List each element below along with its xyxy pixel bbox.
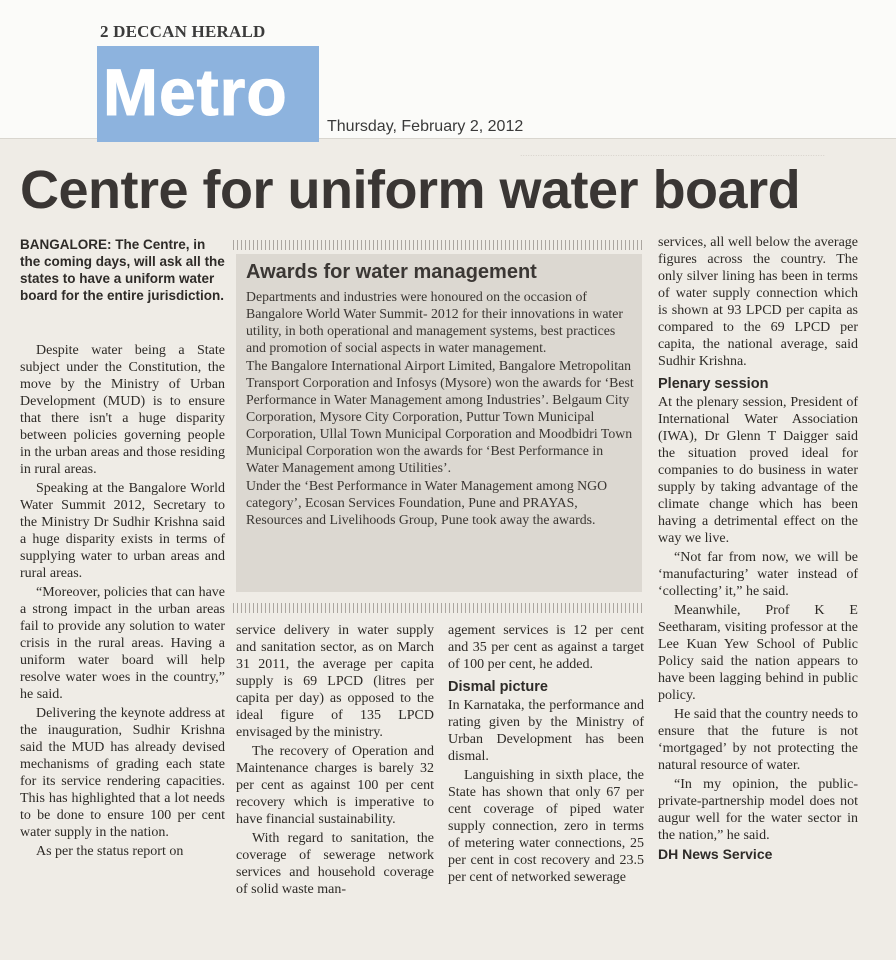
paragraph: “Moreover, policies that can have a strong impact in the urban areas fail to provide any solution to water crisis in the rural areas. Having a uniform water board will help resolve water woes in the country,” he said. [20,585,225,702]
decorative-rule [233,240,643,250]
byline: DH News Service [658,846,773,862]
decorative-rule [233,603,643,613]
paragraph: services, all well below the average figures across the country. The only silver lining has been in terms of water supply connection which is shown at 93 LPCD per capita as compared to the 69 LPCD per capita, the national average, said Sudhir Krishna. [658,235,858,369]
paragraph: agement services is 12 per cent and 35 per cent as against a target of 100 per cent, he added. [448,623,644,672]
issue-date: Thursday, February 2, 2012 [327,118,524,135]
paragraph: He said that the country needs to ensure that the future is not ‘mortgaged’ by not protecting the natural resource of water. [658,707,858,773]
sidebar-paragraph: The Bangalore International Airport Limited, Bangalore Metropolitan Transport Corporation and Infosys (Mysore) won the awards for ‘Best Performance in Water Management among Industries’. Belgaum City Corporation, Mysore City Corporation, Puttur Town Municipal Corporation, Ullal Town Municipal Corporation and Moodbidri Town Municipal Corporation won the awards for ‘Best Performance in Water Management among Utilities’. [246,358,634,475]
paragraph: In Karnataka, the performance and rating given by the Ministry of Urban Development has been dismal. [448,698,644,764]
section-title: Metro [103,55,288,129]
sidebar-title: Awards for water management [246,261,537,283]
paragraph: With regard to sanitation, the coverage of sewerage network services and household coverage of solid waste man- [236,831,434,897]
column-3 [448,622,644,888]
subhead: Plenary session [658,376,769,392]
paragraph: Meanwhile, Prof K E Seetharam, visiting professor at the Lee Kuan Yew School of Public Policy said the nation appears to have been lagging behind in public policy. [658,603,858,703]
headline: Centre for uniform water board [20,160,801,220]
paragraph: Languishing in sixth place, the State has shown that only 67 per cent coverage of piped water supply connection, zero in terms of metering water connections, 25 per cent in cost recovery and 23.5 per cent of networked sewerage [448,768,644,885]
column-1 [20,342,225,862]
subhead: Dismal picture [448,679,548,695]
paragraph: Speaking at the Bangalore World Water Summit 2012, Secretary to the Ministry Dr Sudhir Krishna said a huge disparity exists in terms of supplying water to urban areas and rural areas. [20,481,225,581]
column-2 [236,622,434,900]
paragraph: At the plenary session, President of International Water Association (IWA), Dr Glenn T Daigger said the situation proved ideal for companies to do business in water supply by taking advantage of the climate change which has been having a detrimental effect on the way we live. [658,395,858,546]
section-banner [97,46,319,142]
column-4 [658,234,858,863]
paragraph: As per the status report on [36,844,184,859]
paragraph: “Not far from now, we will be ‘manufacturing’ water instead of ‘collecting’ it,” he said. [658,550,858,599]
sidebar-paragraph: Under the ‘Best Performance in Water Management among NGO category’, Ecosan Services Foundation, Pune and PRAYAS, Resources and Livelihoods Group, Pune took away the awards. [246,478,608,527]
paragraph: The recovery of Operation and Maintenance charges is barely 32 per cent as against 100 per cent recovery which is imperative to have financial sustainability. [236,744,434,827]
paragraph: service delivery in water supply and sanitation sector, as on March 31 2011, the average per capita supply is 69 LPCD (litres per capita per day) as opposed to the ideal figure of 135 LPCD envisaged by the ministry. [236,623,434,740]
sidebar-paragraph: Departments and industries were honoured on the occasion of Bangalore World Water Summit- 2012 for their innovations in water utility, in both operational and management systems, best practices and promotion of social aspects in water management. [246,289,623,355]
lede: BANGALORE: The Centre, in the coming days, will ask all the states to have a uniform water board for the entire jurisdiction. [20,237,225,303]
paragraph: “In my opinion, the public-private-partnership model does not augur well for the water sector in the nation,” he said. [658,777,858,843]
paragraph: Delivering the keynote address at the inauguration, Sudhir Krishna said the MUD has already devised mechanisms of grading each state for its service rendering capacities. This has highlighted that a lot needs to be done to ensure 100 per cent water supply in the nation. [20,706,225,840]
sidebar-text [246,288,634,529]
bleed-through-text: .......................................................................................................................... [520,148,826,158]
paragraph: Despite water being a State subject under the Constitution, the move by the Ministry of Urban Development (MUD) is to ensure that there isn't a huge disparity between policies governing people in the urban areas and those residing in rural areas. [20,343,225,477]
masthead-label: 2 DECCAN HERALD [100,22,266,41]
